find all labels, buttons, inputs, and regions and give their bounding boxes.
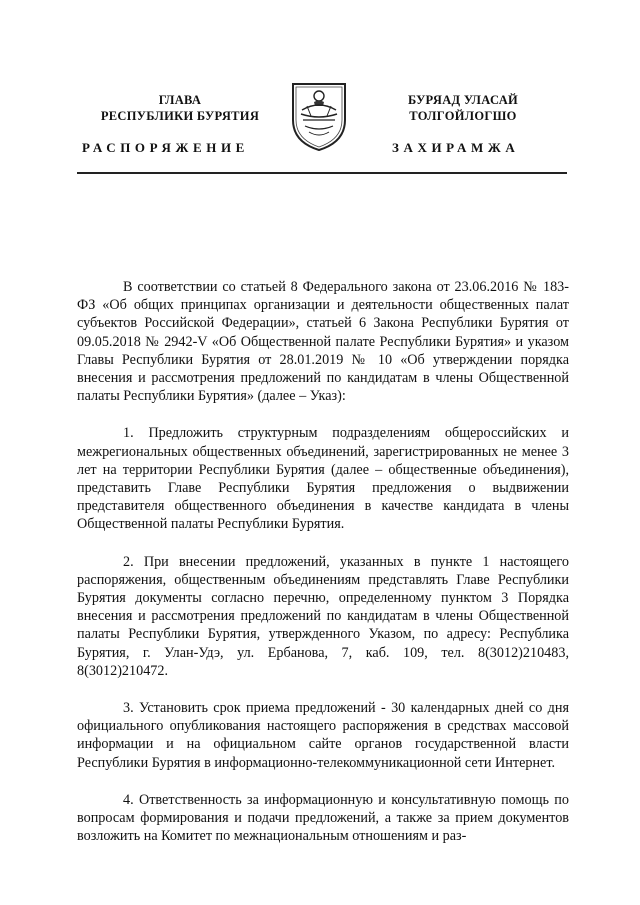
issuer-header-ru [86,92,274,124]
document-type-bua: ЗАХИРАМЖА [392,140,520,155]
issuer-title-bua-line1: БУРЯАД УЛАСАЙ [407,93,519,107]
document-body [77,278,569,864]
issuer-title-line1: ГЛАВА [158,93,202,107]
clause-1-paragraph: 1. Предложить структурным подразделениям общероссийских и межрегиональных общественных объединений, зарегистрированных не менее 3 лет на территории Республики Бурятия (далее – общественные объединения), представить Главе Республики Бурятия предложения о выдвижении представителя общественного объединения в качестве кандидата в члены Общественной палаты Республики Бурятия. [77,425,569,533]
issuer-title-bua-line2: ТОЛГОЙЛОГШО [409,109,517,123]
clause-4-paragraph: 4. Ответственность за информационную и консультативную помощь по вопросам формирования и подачи предложений, а также за прием документов возложить на Комитет по межнациональным отношениям и раз- [77,791,569,845]
clause-3-paragraph: 3. Установить срок приема предложений - 30 календарных дней со дня официального опубликования настоящего распоряжения в средствах массовой информации и на официальном сайте органов государственной власти Республики Бурятия в информационно-телекоммуникационной сети Интернет. [77,700,569,771]
header-divider [77,172,567,174]
document-type-ru: РАСПОРЯЖЕНИЕ [82,140,249,155]
clause-2-paragraph: 2. При внесении предложений, указанных в пункте 1 настоящего распоряжения, общественным объединениям представлять Главе Республики Бурятия документы согласно перечню, определенному пунктом 3 Порядка внесения и рассмотрения предложений по кандидатам в члены Общественной палаты Республики Бурятия, утвержденного Указом, по адресу: Республика Бурятия, г. Улан-Удэ, ул. Ербанова, 7, каб. 109, тел. 8(3012)210483, 8(3012)210472. [77,553,569,679]
preamble-paragraph: В соответствии со статьей 8 Федерального закона от 23.06.2016 № 183-ФЗ «Об общих принципах организации и деятельности общественных палат субъектов Российской Федерации», статьей 6 Закона Республики Бурятия от 09.05.2018 № 2942-V «Об Общественной палате Республики Бурятия» и указом Главы Республики Бурятия от 28.01.2019 № 10 «Об утверждении порядка внесения и рассмотрения предложений по кандидатам в члены Общественной палаты Республики Бурятия» (далее – Указ): [77,279,569,405]
coat-of-arms-icon [287,80,351,152]
issuer-header-bua [378,92,548,124]
issuer-title-line2: РЕСПУБЛИКИ БУРЯТИЯ [100,109,260,123]
